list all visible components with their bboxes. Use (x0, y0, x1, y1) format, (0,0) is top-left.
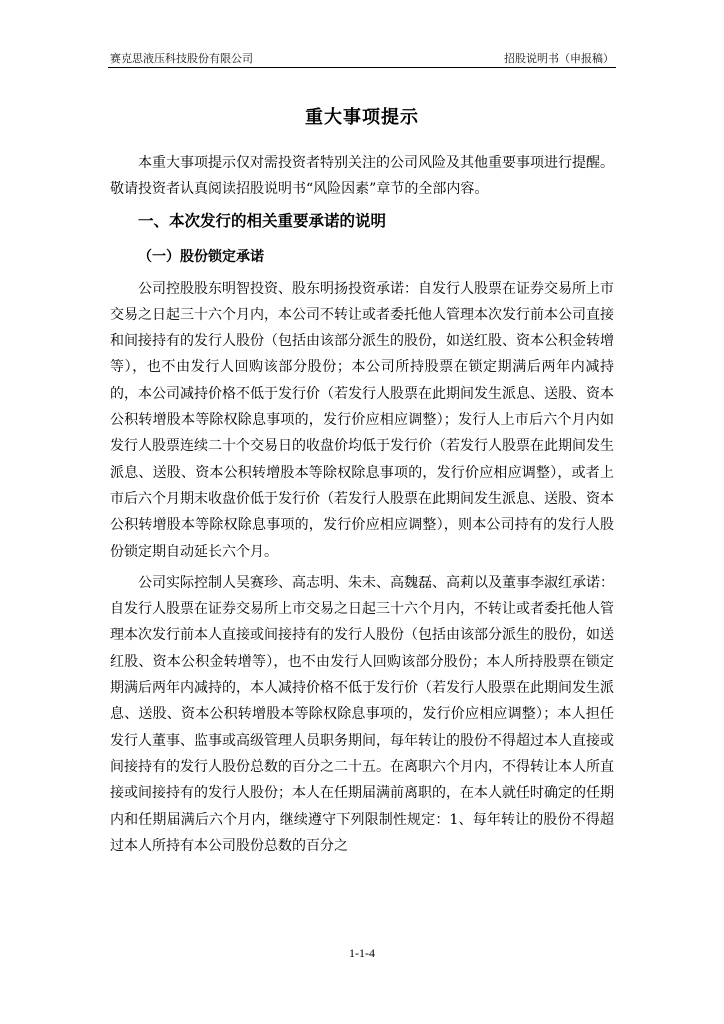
document-body (110, 150, 614, 864)
page-number: 1-1-4 (349, 946, 375, 960)
lockup-paragraph-actual-controller: 公司实际控制人吴赛珍、高志明、朱未、高魏磊、高莉以及董事李淑红承诺：自发行人股票在证券交易所上市交易之日起三十六个月内，不转让或者委托他人管理本次发行前本人直接或间接持有的发行人股份（包括由该部分派生的股份，如送红股、资本公积金转增等），也不由发行人回购该部分股份；本人所持股票在锁定期满后两年内减持的，本人减持价格不低于发行价（若发行人股票在此期间发生派息、送股、资本公积转增股本等除权除息事项的，发行价应相应调整）；本人担任发行人董事、监事或高级管理人员职务期间，每年转让的股份不得超过本人直接或间接持有的发行人股份总数的百分之二十五。在离职六个月内，不得转让本人所直接或间接持有的发行人股份；本人在任期届满前离职的，在本人就任时确定的任期内和任期届满后六个月内，继续遵守下列限制性规定：1、每年转让的股份不得超过本人所持有本公司股份总数的百分之 (110, 574, 614, 854)
intro-paragraph: 本重大事项提示仅对需投资者特别关注的公司风险及其他重要事项进行提醒。敬请投资者认真阅读招股说明书“风险因素”章节的全部内容。 (110, 155, 614, 198)
page-title: 重大事项提示 (305, 107, 419, 128)
header-company: 赛克思液压科技股份有限公司 (110, 52, 253, 65)
page-header (110, 50, 614, 66)
header-doc-type: 招股说明书（申报稿） (504, 52, 614, 65)
subsection-heading: （一）股份锁定承诺 (138, 248, 264, 265)
lockup-paragraph-controlling-shareholder: 公司控股股东明智投资、股东明扬投资承诺：自发行人股票在证券交易所上市交易之日起三十六个月内，本公司不转让或者委托他人管理本次发行前本公司直接和间接持有的发行人股份（包括由该部分派生的股份，如送红股、资本公积金转增等），也不由发行人回购该部分股份；本公司所持股票在锁定期满后两年内减持的，本公司减持价格不低于发行价（若发行人股票在此期间发生派息、送股、资本公积转增股本等除权除息事项的，发行价应相应调整）；发行人上市后六个月内如发行人股票连续二十个交易日的收盘价均低于发行价（若发行人股票在此期间发生派息、送股、资本公积转增股本等除权除息事项的，发行价应相应调整），或者上市后六个月期末收盘价低于发行价（若发行人股票在此期间发生派息、送股、资本公积转增股本等除权除息事项的，发行价应相应调整），则本公司持有的发行人股份锁定期自动延长六个月。 (110, 280, 614, 560)
section-heading: 一、本次发行的相关重要承诺的说明 (138, 211, 387, 230)
header-rule (108, 67, 616, 68)
